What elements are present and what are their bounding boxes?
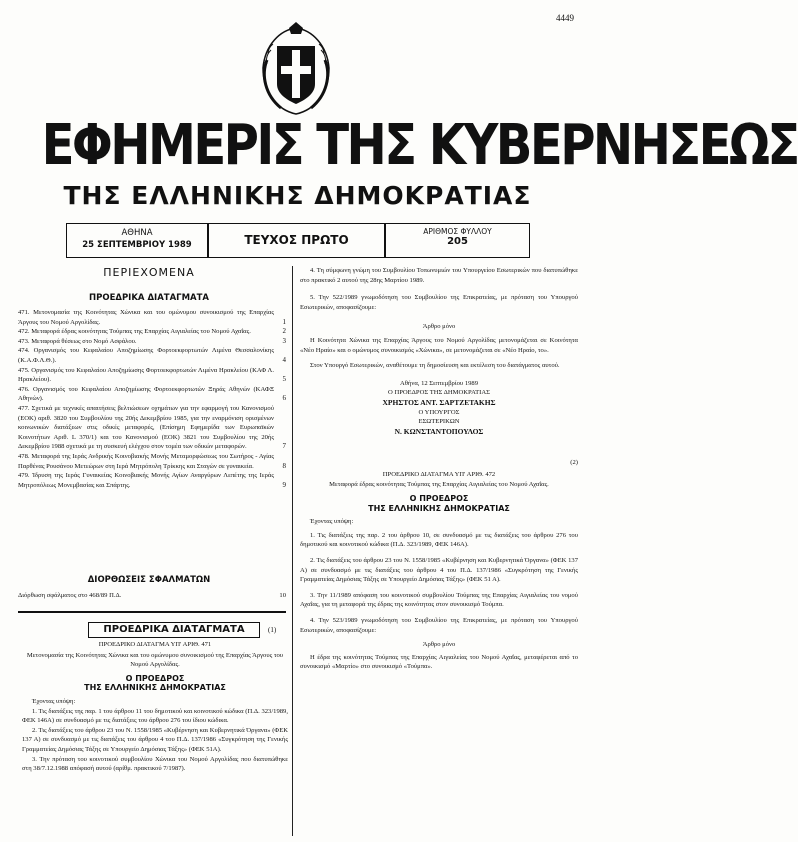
president-heading: Ο ΠΡΟΕΔΡΟΣ: [125, 673, 185, 683]
decree-paragraph: 4. Τη σύμφωνη γνώμη του Συμβουλίου Τοπωνυμιών του Υπουργείου Εσωτερικών που διατυπώθηκε στο πρακτικό 2 αυτού της 28ης Μαρτίου 1989.: [300, 267, 578, 284]
toc-item: 474. Οργανισμός του Κεφαλαίου Αποζημίωσης Φορτοεκφορτωτών Λιμένα Θεσσαλονίκης (Κ.Α.Φ.Λ.Θ.). 4: [18, 347, 286, 364]
sheet-label: ΑΡΙΘΜΟΣ ΦΥΛΛΟΥ: [423, 227, 492, 236]
decree-471: [22, 640, 288, 774]
article-text: Η Κοινότητα Χώνικα της Επαρχίας Άργους του Νομού Αργολίδας μετονομάζεται σε Κοινότητα «Νέο Ηραίο» και ο ομώνυμος συνοικισμός «Χώνικα», σε μετονομάζεται σε «Νέο Ηραίο, το».: [300, 336, 578, 354]
right-column: [300, 266, 578, 672]
toc-item: 471. Μετονομασία της Κοινότητας Χώνικα και του ομώνυμου συνοικισμού της Επαρχίας Άργους του Νομού Αργολίδας. 1: [18, 309, 286, 326]
president-heading: Ο ΠΡΟΕΔΡΟΣ: [409, 494, 469, 504]
section-divider: [18, 611, 286, 613]
table-of-contents: [18, 308, 286, 490]
date-box: [66, 223, 208, 258]
president-heading-2: ΤΗΣ ΕΛΛΗΝΙΚΗΣ ΔΗΜΟΚΡΑΤΙΑΣ: [368, 503, 510, 513]
sheet-box: [385, 223, 530, 258]
mandate-text: Στον Υπουργό Εσωτερικών, αναθέτουμε τη δημοσίευση και εκτέλεση του διατάγματος αυτού.: [310, 362, 560, 370]
article-text: Η έδρα της κοινότητας Τούμπας της Επαρχίας Αιγιαλείας του Νομού Αχαΐας, μεταφέρεται από το συνοικισμό «Μαρτίο» στο συνοικισμό «Τούμπα».: [300, 653, 578, 671]
decree-paragraph: 2. Τις διατάξεις του άρθρου 23 του Ν. 1558/1985 «Κυβέρνηση και Κυβερνητικά Όργανα» (ΦΕΚ 137 Α) σε συνδυασμό με τις διατάξεις του άρθρου 4 του Π.Δ. 137/1986 «Συγκρότηση της Γενικής Γραμματείας Δημόσιας Τάξης σε Υπουργείο Δημόσιας Τάξης» (ΦΕΚ 51Α).: [22, 726, 288, 753]
toc-item: 479. Ίδρυση της Ιεράς Γυναικείας Κοινοβιακής Μονής Αγίων Αναργύρων Λεπέτης της Ιεράς Μητροπόλεως Μονεμβασίας και Σπάρτης. 9: [18, 472, 286, 489]
correction-text: Διόρθωση σφάλματος στο 468/89 Π.Δ.: [18, 592, 122, 599]
decree-paragraph: 5. Την 522/1989 γνωμοδότηση του Συμβουλίου της Επικρατείας, με πρόταση του Υπουργού Εσωτερικών, αποφασίζουμε:: [300, 294, 578, 311]
decree-summary: Μεταφορά έδρας κοινότητας Τούμπας της Επαρχίας Αιγιαλείας του Νομού Αχαΐας.: [329, 480, 549, 488]
decree-paragraph: 1. Τις διατάξεις της παρ. 1 του άρθρου 11 του δημοτικού και κοινοτικού κώδικα (Π.Δ. 323/1989, ΦΕΚ 146Α) σε συνδυασμό με τις διατάξεις του άρθρου 276 του ίδιου κώδικα.: [22, 707, 288, 725]
toc-item: 478. Μεταφορά της Ιεράς Ανδρικής Κοινοβιακής Μονής Μεταμορφώσεως του Σωτήρος - Αγίας Παρθένας Ρουσάνου Μετεώρων στη Ιερά Μητρόπολη Τρίκκης και Σταγών σε γυναικεία. 8: [18, 452, 286, 470]
decree-summary: Μετονομασία της Κοινότητας Χώνικα και του ομώνυμου συνοικισμού της Επαρχίας Άργους του Νομού Αργολίδας.: [26, 651, 284, 669]
decree-number-marker: (2): [570, 459, 578, 467]
decree-number-marker: (1): [268, 626, 277, 634]
president-heading-2: ΤΗΣ ΕΛΛΗΝΙΚΗΣ ΔΗΜΟΚΡΑΤΙΑΣ: [84, 683, 226, 693]
issue-date: 25 ΣΕΠΤΕΜΒΡΙΟΥ 1989: [82, 240, 192, 250]
article-heading: Άρθρο μόνο: [422, 323, 456, 331]
toc-section-heading: ΠΡΟΕΔΡΙΚΑ ΔΙΑΤΑΓΜΑΤΑ: [89, 293, 209, 303]
decree-paragraph: 3. Την πρόταση του κοινοτικού συμβουλίου Χώνικα του Νομού Αργολίδας που διατυπώθηκε στη 38/7.12.1988 απόφασή αυτού (αρίθμ. πρακτικού 7/1987).: [22, 755, 288, 773]
correction-page: 10: [279, 592, 286, 599]
masthead-subtitle: ΤΗΣ ΕΛΛΗΝΙΚΗΣ ΔΗΜΟΚΡΑΤΙΑΣ: [63, 181, 532, 210]
decrees-box-title: ΠΡΟΕΔΡΙΚΑ ΔΙΑΤΑΓΜΑΤΑ: [88, 622, 260, 638]
decree-paragraph: 4. Την 523/1989 γνωμοδότηση του Συμβουλίου της Επικρατείας, με πρόταση του Υπουργού Εσωτερικών, αποφασίζουμε:: [300, 617, 578, 634]
minister-dept: ΕΣΩΤΕΡΙΚΩΝ: [418, 418, 460, 426]
column-divider: [292, 266, 293, 836]
toc-item: 475. Οργανισμός του Κεφαλαίου Αποζημίωσης Φορτοεκφορτωτών Λιμένα Ηρακλείου (ΚΑΦ Λ. Ηρακλείου). 5: [18, 366, 286, 384]
decree-intro: Έχοντας υπόψη:: [310, 518, 354, 526]
decree-heading: ΠΡΟΕΔΡΙΚΟ ΔΙΑΤΑΓΜΑ ΥΠ' ΑΡΙΘ. 471: [98, 641, 212, 648]
article-heading: Άρθρο μόνο: [422, 641, 456, 649]
toc-item: 473. Μεταφορά θέσεως στο Νομό Ασφάλου. 3: [18, 336, 286, 345]
city: ΑΘΗΝΑ: [121, 228, 153, 238]
decree-paragraph: 3. Την 11/1989 απόφαση του κοινοτικού συμβουλίου Τούμπας της Επαρχίας Αιγιαλείας του νομού Αχαΐας, για τη μεταφορά της έδρας της κοινότητας στον συνοικισμό Τούμπα.: [300, 591, 578, 609]
toc-title: ΠΕΡΙΕΧΟΜΕΝΑ: [103, 266, 195, 279]
decree-heading: ΠΡΟΕΔΡΙΚΟ ΔΙΑΤΑΓΜΑ ΥΠ' ΑΡΙΘ. 472: [382, 470, 496, 478]
sign-name: ΧΡΗΣΤΟΣ ΑΝΤ. ΣΑΡΤΖΕΤΑΚΗΣ: [382, 397, 496, 407]
sign-place-date: Αθήνα, 12 Σεπτεμβρίου 1989: [399, 379, 479, 387]
minister-name: Ν. ΚΩΝΣΤΑΝΤΟΠΟΥΛΟΣ: [394, 426, 484, 436]
toc-item: 477. Σχετικά με τεχνικές απαιτήσεις βελτιώσεων οχημάτων για την εφαρμογή του Κανονισμού (ΕΟΚ) αριθ. 3820 του Συμβουλίου της 20ής Δεκεμβρίου 1985, για την εναρμόνιση ορισμένων κοινωνικών διατάξεων στις οδικές μεταφορές, (Επίσημη Εφημερίδα των Ευρωπαϊκών Κοινοτήτων Αριθ. L 370/1) και του Κανονισμού (ΕΟΚ) 3821 του Συμβουλίου της 20ής Δεκεμβρίου 1988 σχετικά με τη συσκευή ελέγχου στον τομέα των οδικών μεταφορών. 7: [18, 404, 286, 451]
issue-box: ΤΕΥΧΟΣ ΠΡΩΤΟ: [208, 223, 385, 258]
toc-item: 476. Οργανισμός του Κεφαλαίου Αποζημίωσης Φορτοεκφορτωτών Ξηράς Αθηνών (ΚΑΦΞ Αθηνών). 6: [18, 385, 286, 403]
page-number: 4449: [556, 13, 574, 23]
minister-title: Ο ΥΠΟΥΡΓΟΣ: [418, 408, 460, 416]
decree-paragraph: 2. Τις διατάξεις του άρθρου 23 του Ν. 1558/1985 «Κυβέρνηση και Κυβερνητικά Όργανα» (ΦΕΚ 137 Α) σε συνδυασμό με τις διατάξεις του άρθρου 4 του Π.Δ. 137/1986 «Συγκρότηση της Γενικής Γραμματείας Δημόσιας Τάξης σε Υπουργείο Δημόσιας Τάξης» (ΦΕΚ 51 Α).: [300, 557, 578, 584]
corrections-heading: ΔΙΟΡΘΩΣΕΙΣ ΣΦΑΛΜΑΤΩΝ: [87, 575, 211, 585]
greek-coat-of-arms-icon: [255, 20, 337, 118]
decree-paragraph: 1. Τις διατάξεις της παρ. 2 του άρθρου 10, σε συνδυασμό με τις διατάξεις του άρθρου 276 του δημοτικού και κοινοτικού κώδικα (Π.Δ. 323/1989, ΦΕΚ 146Α).: [300, 531, 578, 549]
toc-item: 472. Μεταφορά έδρας κοινότητας Τούμπας της Επαρχίας Αιγιαλείας του Νομού Αχαΐας. 2: [18, 327, 286, 336]
sign-title: Ο ΠΡΟΕΔΡΟΣ ΤΗΣ ΔΗΜΟΚΡΑΤΙΑΣ: [388, 389, 490, 397]
decree-intro: Έχοντας υπόψη:: [32, 697, 76, 705]
sheet-number: 205: [447, 236, 468, 247]
corrections-item: [18, 591, 286, 601]
masthead-title: ΕΦΗΜΕΡΙΣ ΤΗΣ ΚΥΒΕΡΝΗΣΕΩΣ: [41, 113, 798, 178]
